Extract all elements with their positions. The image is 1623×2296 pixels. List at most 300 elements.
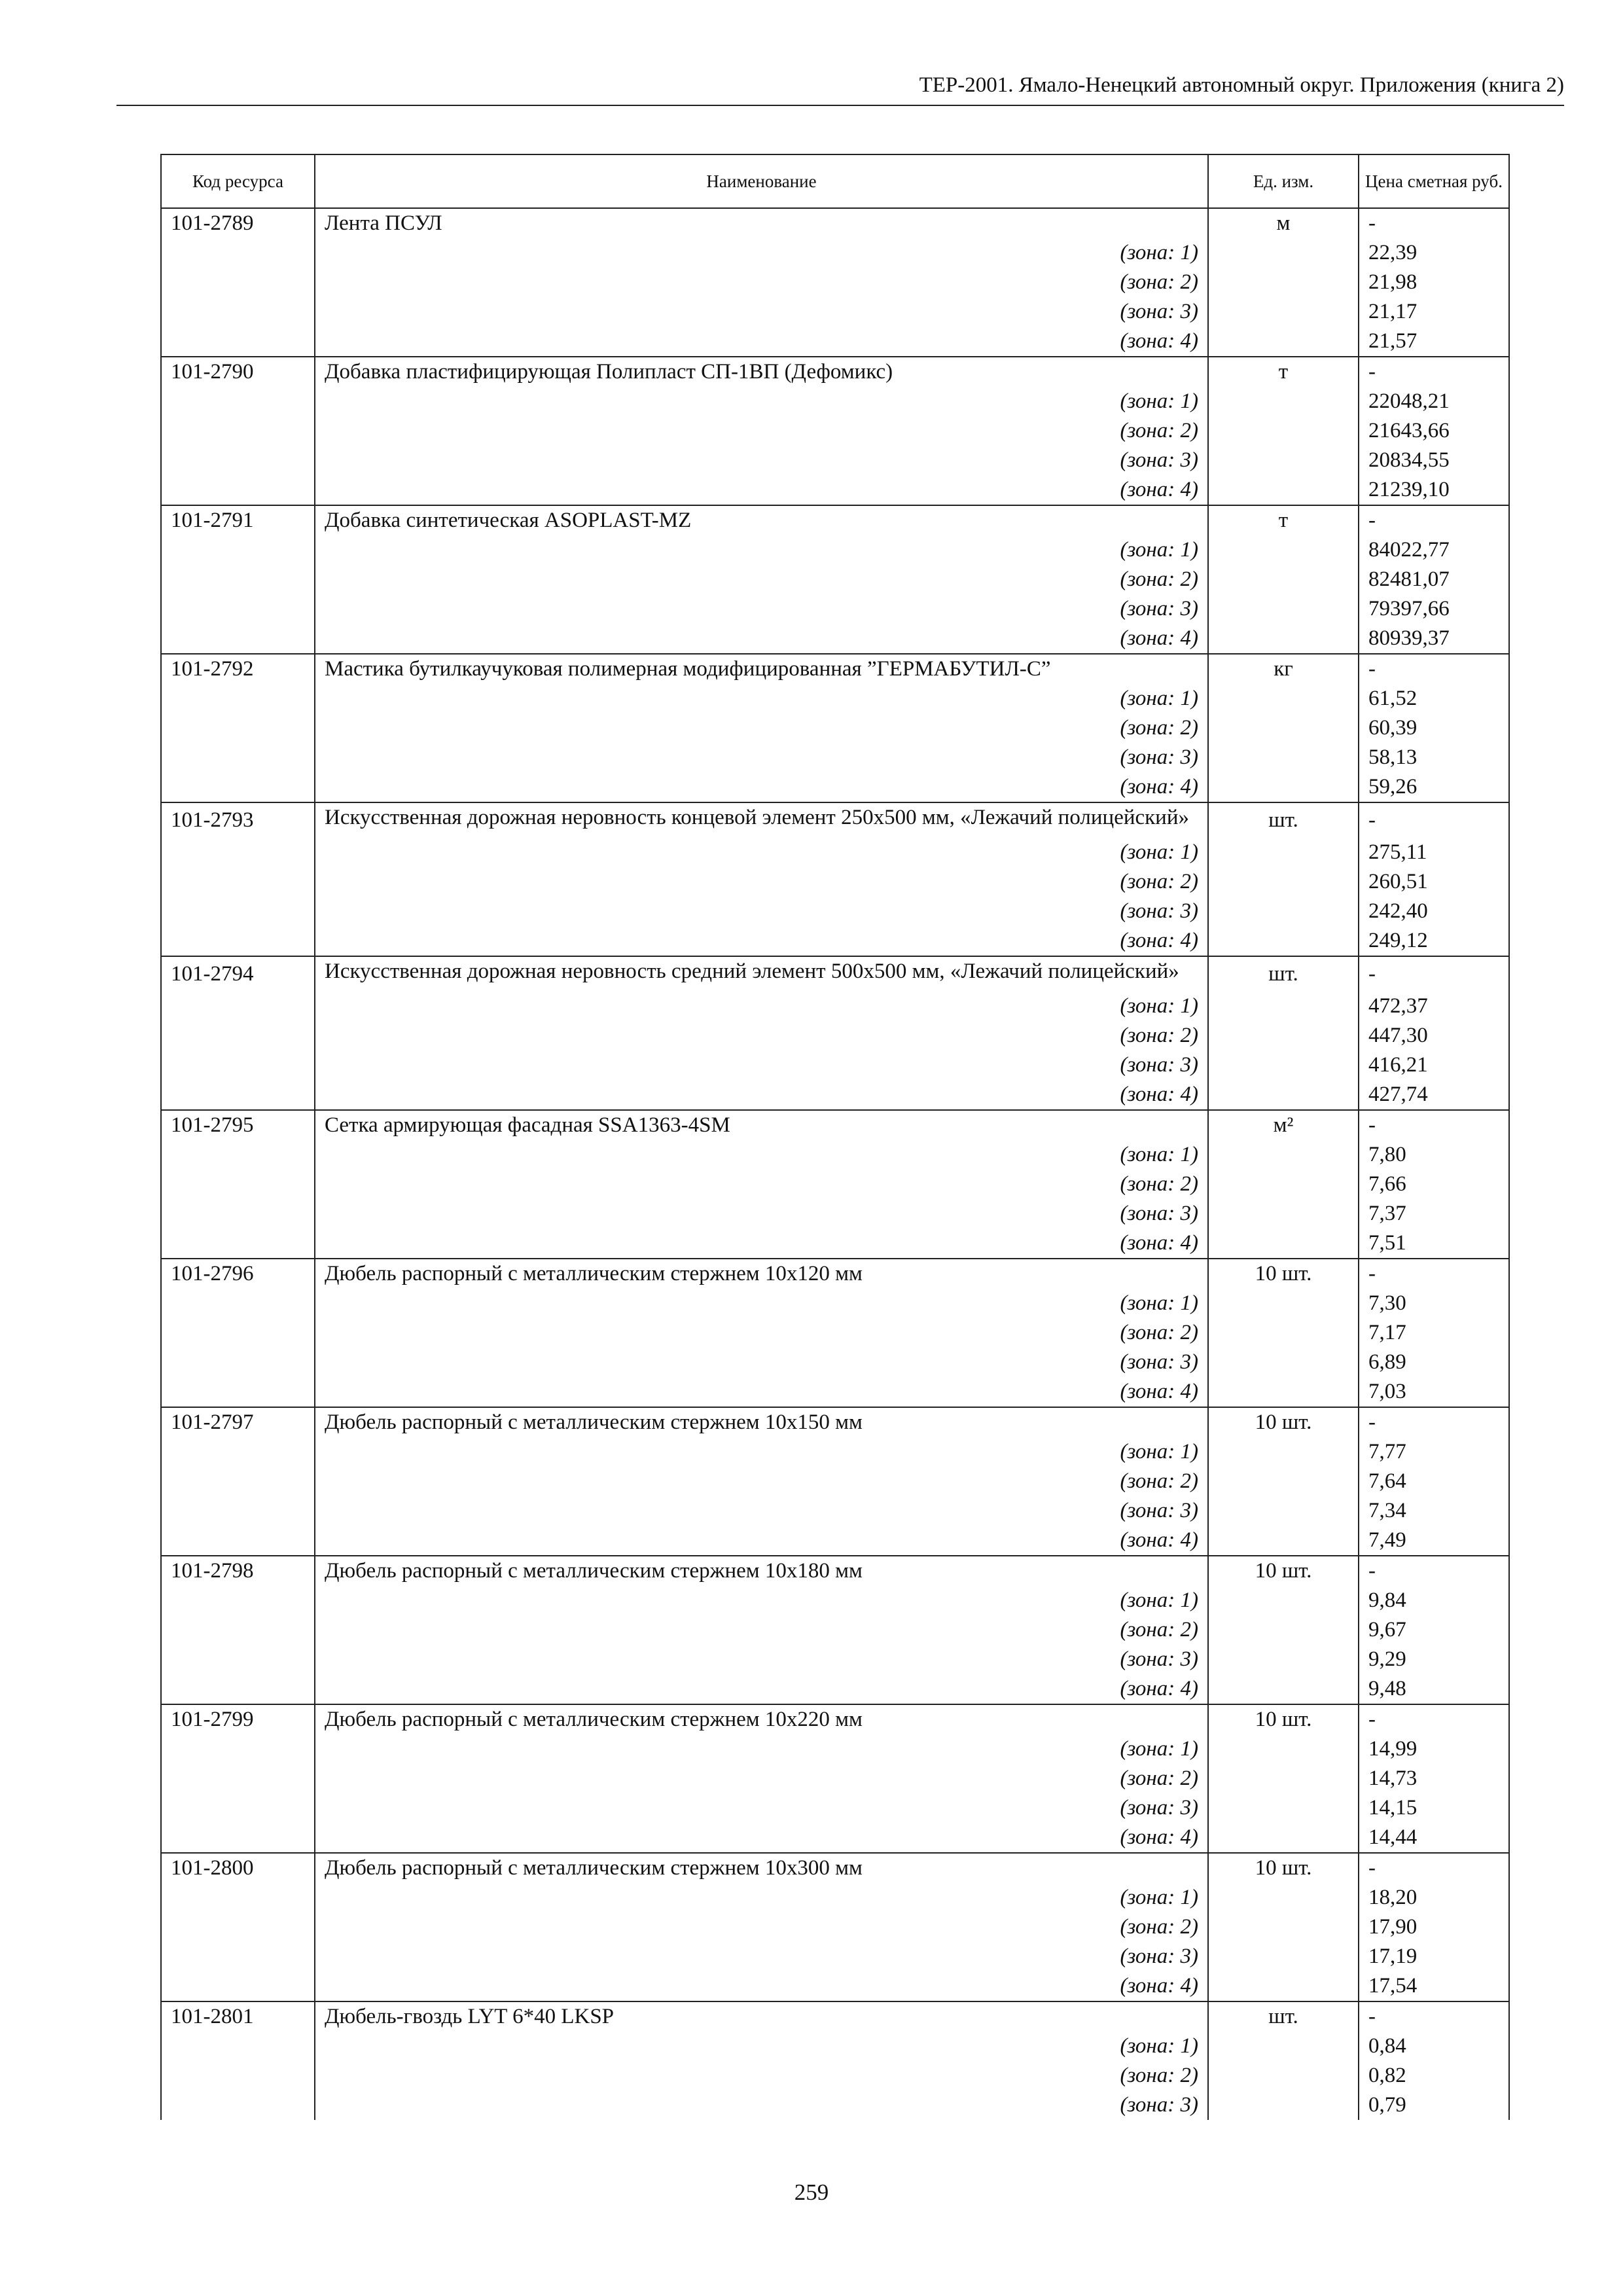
zone-label: (зона: 3) (315, 1942, 1208, 1971)
zone-price: 59,26 (1359, 772, 1509, 802)
zone-price: 416,21 (1359, 1050, 1509, 1080)
resource-name: Сетка армирующая фасадная SSA1363-4SM (315, 1110, 1208, 1140)
empty-cell (1208, 594, 1359, 624)
empty-cell (161, 535, 315, 565)
empty-cell (161, 1823, 315, 1853)
empty-cell (161, 416, 315, 446)
empty-cell (161, 867, 315, 897)
zone-price: 0,82 (1359, 2061, 1509, 2090)
empty-cell (1208, 1823, 1359, 1853)
empty-cell (1208, 1021, 1359, 1050)
zone-row (161, 2061, 1509, 2090)
resource-unit: шт. (1208, 802, 1359, 838)
zone-price: 79397,66 (1359, 594, 1509, 624)
zone-row (161, 1734, 1509, 1764)
zone-label: (зона: 1) (315, 1734, 1208, 1764)
empty-cell (161, 1140, 315, 1170)
empty-cell (161, 1318, 315, 1348)
empty-cell (1208, 1496, 1359, 1526)
empty-cell (1208, 1645, 1359, 1674)
empty-cell (1208, 743, 1359, 772)
zone-row (161, 1348, 1509, 1377)
zone-price: 21239,10 (1359, 475, 1509, 505)
zone-row (161, 1140, 1509, 1170)
empty-cell (161, 238, 315, 268)
resource-code: 101-2792 (161, 654, 315, 684)
resource-unit: кг (1208, 654, 1359, 684)
zone-label: (зона: 2) (315, 416, 1208, 446)
zone-price: 17,54 (1359, 1971, 1509, 2001)
empty-cell (1208, 1526, 1359, 1556)
zone-label: (зона: 1) (315, 1883, 1208, 1912)
zone-label: (зона: 2) (315, 1170, 1208, 1199)
zone-row (161, 565, 1509, 594)
zone-label: (зона: 2) (315, 867, 1208, 897)
zone-row (161, 416, 1509, 446)
table-row (161, 654, 1509, 684)
zone-price: 6,89 (1359, 1348, 1509, 1377)
zone-label: (зона: 1) (315, 387, 1208, 416)
empty-cell (161, 1496, 315, 1526)
zone-row (161, 1289, 1509, 1318)
resource-unit: м² (1208, 1110, 1359, 1140)
base-price: - (1359, 505, 1509, 535)
empty-cell (161, 446, 315, 475)
zone-price: 22048,21 (1359, 387, 1509, 416)
empty-cell (1208, 713, 1359, 743)
empty-cell (161, 1437, 315, 1467)
empty-cell (1208, 238, 1359, 268)
zone-label: (зона: 3) (315, 1050, 1208, 1080)
zone-row (161, 268, 1509, 297)
zone-row (161, 1170, 1509, 1199)
empty-cell (1208, 416, 1359, 446)
resource-name: Искусственная дорожная неровность концевой элемент 250х500 мм, «Лежачий полицейский» (315, 802, 1208, 838)
zone-price: 21643,66 (1359, 416, 1509, 446)
empty-cell (161, 1645, 315, 1674)
empty-cell (1208, 1140, 1359, 1170)
empty-cell (161, 1764, 315, 1793)
resource-name: Дюбель-гвоздь LYT 6*40 LKSP (315, 2001, 1208, 2032)
zone-label: (зона: 3) (315, 2090, 1208, 2120)
empty-cell (161, 1734, 315, 1764)
zone-price: 14,99 (1359, 1734, 1509, 1764)
empty-cell (161, 268, 315, 297)
empty-cell (161, 1170, 315, 1199)
header-rule (116, 105, 1564, 106)
empty-cell (1208, 1229, 1359, 1259)
zone-row (161, 327, 1509, 357)
empty-cell (1208, 624, 1359, 654)
empty-cell (161, 743, 315, 772)
resource-name: Дюбель распорный с металлическим стержнем 10х300 мм (315, 1853, 1208, 1883)
resource-name: Дюбель распорный с металлическим стержнем 10х150 мм (315, 1407, 1208, 1437)
zone-label: (зона: 4) (315, 1526, 1208, 1556)
zone-row (161, 992, 1509, 1021)
zone-row (161, 1823, 1509, 1853)
zone-label: (зона: 4) (315, 1080, 1208, 1110)
empty-cell (161, 1289, 315, 1318)
zone-label: (зона: 1) (315, 684, 1208, 713)
zone-price: 447,30 (1359, 1021, 1509, 1050)
zone-price: 427,74 (1359, 1080, 1509, 1110)
base-price: - (1359, 357, 1509, 387)
empty-cell (1208, 268, 1359, 297)
empty-cell (161, 838, 315, 867)
zone-price: 7,51 (1359, 1229, 1509, 1259)
table-body (161, 208, 1509, 2120)
zone-label: (зона: 4) (315, 1823, 1208, 1853)
empty-cell (1208, 297, 1359, 327)
zone-label: (зона: 2) (315, 268, 1208, 297)
zone-row (161, 1229, 1509, 1259)
empty-cell (1208, 1586, 1359, 1615)
base-price: - (1359, 1704, 1509, 1734)
zone-price: 0,84 (1359, 2032, 1509, 2061)
zone-row (161, 684, 1509, 713)
empty-cell (1208, 684, 1359, 713)
zone-label: (зона: 3) (315, 297, 1208, 327)
zone-label: (зона: 4) (315, 772, 1208, 802)
zone-label: (зона: 2) (315, 2061, 1208, 2090)
resource-code: 101-2791 (161, 505, 315, 535)
resource-code: 101-2796 (161, 1259, 315, 1289)
empty-cell (1208, 1793, 1359, 1823)
table-row (161, 1259, 1509, 1289)
empty-cell (161, 624, 315, 654)
zone-row (161, 1467, 1509, 1496)
base-price: - (1359, 1407, 1509, 1437)
empty-cell (1208, 535, 1359, 565)
zone-label: (зона: 1) (315, 992, 1208, 1021)
empty-cell (1208, 475, 1359, 505)
zone-label: (зона: 1) (315, 838, 1208, 867)
zone-label: (зона: 3) (315, 1793, 1208, 1823)
zone-label: (зона: 4) (315, 1377, 1208, 1407)
empty-cell (1208, 1883, 1359, 1912)
empty-cell (1208, 1050, 1359, 1080)
table-row (161, 1853, 1509, 1883)
resource-unit: т (1208, 357, 1359, 387)
empty-cell (161, 475, 315, 505)
resource-name: Лента ПСУЛ (315, 208, 1208, 238)
zone-label: (зона: 1) (315, 2032, 1208, 2061)
empty-cell (161, 1912, 315, 1942)
resource-name: Дюбель распорный с металлическим стержнем 10х120 мм (315, 1259, 1208, 1289)
zone-price: 275,11 (1359, 838, 1509, 867)
empty-cell (1208, 1377, 1359, 1407)
zone-row (161, 2090, 1509, 2120)
zone-price: 7,17 (1359, 1318, 1509, 1348)
zone-row (161, 713, 1509, 743)
page-number: 259 (794, 2179, 829, 2205)
zone-price: 21,17 (1359, 297, 1509, 327)
zone-row (161, 1764, 1509, 1793)
zone-label: (зона: 1) (315, 1289, 1208, 1318)
table-header-row (161, 154, 1509, 208)
zone-row (161, 535, 1509, 565)
resource-unit: 10 шт. (1208, 1704, 1359, 1734)
empty-cell (1208, 327, 1359, 357)
zone-row (161, 1674, 1509, 1704)
zone-price: 7,80 (1359, 1140, 1509, 1170)
zone-price: 22,39 (1359, 238, 1509, 268)
zone-row (161, 2032, 1509, 2061)
empty-cell (1208, 772, 1359, 802)
empty-cell (161, 1467, 315, 1496)
zone-price: 7,03 (1359, 1377, 1509, 1407)
empty-cell (1208, 1971, 1359, 2001)
base-price: - (1359, 654, 1509, 684)
zone-label: (зона: 3) (315, 594, 1208, 624)
resource-code: 101-2794 (161, 956, 315, 992)
resource-name: Дюбель распорный с металлическим стержнем 10х180 мм (315, 1556, 1208, 1586)
zone-price: 9,67 (1359, 1615, 1509, 1645)
resource-unit: 10 шт. (1208, 1259, 1359, 1289)
base-price: - (1359, 2001, 1509, 2032)
zone-price: 7,77 (1359, 1437, 1509, 1467)
base-price: - (1359, 1259, 1509, 1289)
resource-code: 101-2793 (161, 802, 315, 838)
zone-label: (зона: 4) (315, 1971, 1208, 2001)
empty-cell (161, 1674, 315, 1704)
zone-price: 9,84 (1359, 1586, 1509, 1615)
zone-label: (зона: 2) (315, 1021, 1208, 1050)
zone-row (161, 926, 1509, 956)
empty-cell (1208, 565, 1359, 594)
empty-cell (161, 1586, 315, 1615)
table-row (161, 357, 1509, 387)
zone-label: (зона: 2) (315, 1912, 1208, 1942)
empty-cell (1208, 1615, 1359, 1645)
zone-label: (зона: 3) (315, 446, 1208, 475)
empty-cell (161, 772, 315, 802)
empty-cell (161, 897, 315, 926)
empty-cell (161, 2090, 315, 2120)
zone-row (161, 1526, 1509, 1556)
empty-cell (1208, 1912, 1359, 1942)
empty-cell (161, 297, 315, 327)
empty-cell (161, 1971, 315, 2001)
resource-price-table (160, 154, 1510, 2120)
zone-row (161, 624, 1509, 654)
empty-cell (161, 992, 315, 1021)
empty-cell (1208, 867, 1359, 897)
zone-label: (зона: 3) (315, 1645, 1208, 1674)
table-row (161, 956, 1509, 992)
zone-label: (зона: 4) (315, 624, 1208, 654)
resource-name: Искусственная дорожная неровность средний элемент 500х500 мм, «Лежачий полицейский» (315, 956, 1208, 992)
zone-row (161, 1793, 1509, 1823)
empty-cell (1208, 926, 1359, 956)
zone-row (161, 1942, 1509, 1971)
empty-cell (1208, 897, 1359, 926)
zone-row (161, 1883, 1509, 1912)
empty-cell (161, 387, 315, 416)
column-header-price: Цена сметная руб. (1359, 154, 1509, 208)
resource-unit: шт. (1208, 956, 1359, 992)
zone-row (161, 1080, 1509, 1110)
empty-cell (1208, 446, 1359, 475)
zone-label: (зона: 4) (315, 475, 1208, 505)
resource-name: Дюбель распорный с металлическим стержнем 10х220 мм (315, 1704, 1208, 1734)
resource-unit: 10 шт. (1208, 1853, 1359, 1883)
zone-row (161, 387, 1509, 416)
empty-cell (1208, 1674, 1359, 1704)
zone-price: 249,12 (1359, 926, 1509, 956)
table-row (161, 802, 1509, 838)
column-header-unit: Ед. изм. (1208, 154, 1359, 208)
zone-label: (зона: 2) (315, 1764, 1208, 1793)
zone-label: (зона: 2) (315, 713, 1208, 743)
zone-price: 14,73 (1359, 1764, 1509, 1793)
empty-cell (161, 327, 315, 357)
zone-price: 242,40 (1359, 897, 1509, 926)
zone-row (161, 446, 1509, 475)
zone-label: (зона: 2) (315, 1615, 1208, 1645)
zone-label: (зона: 4) (315, 926, 1208, 956)
zone-price: 7,64 (1359, 1467, 1509, 1496)
zone-price: 61,52 (1359, 684, 1509, 713)
zone-row (161, 867, 1509, 897)
zone-price: 7,34 (1359, 1496, 1509, 1526)
zone-label: (зона: 4) (315, 1674, 1208, 1704)
base-price: - (1359, 208, 1509, 238)
table-row (161, 1556, 1509, 1586)
zone-price: 472,37 (1359, 992, 1509, 1021)
empty-cell (161, 1526, 315, 1556)
resource-name: Добавка синтетическая ASOPLAST-MZ (315, 505, 1208, 535)
empty-cell (1208, 2032, 1359, 2061)
empty-cell (1208, 1318, 1359, 1348)
empty-cell (1208, 2090, 1359, 2120)
empty-cell (161, 1615, 315, 1645)
zone-price: 260,51 (1359, 867, 1509, 897)
empty-cell (1208, 1942, 1359, 1971)
column-header-name: Наименование (315, 154, 1208, 208)
resource-code: 101-2801 (161, 2001, 315, 2032)
empty-cell (1208, 1170, 1359, 1199)
empty-cell (161, 1942, 315, 1971)
zone-row (161, 1050, 1509, 1080)
empty-cell (161, 1021, 315, 1050)
resource-code: 101-2798 (161, 1556, 315, 1586)
empty-cell (1208, 387, 1359, 416)
empty-cell (161, 2032, 315, 2061)
empty-cell (1208, 838, 1359, 867)
empty-cell (1208, 992, 1359, 1021)
table-row (161, 1704, 1509, 1734)
zone-label: (зона: 3) (315, 897, 1208, 926)
zone-price: 9,48 (1359, 1674, 1509, 1704)
zone-price: 82481,07 (1359, 565, 1509, 594)
zone-label: (зона: 1) (315, 1437, 1208, 1467)
zone-label: (зона: 1) (315, 535, 1208, 565)
zone-row (161, 297, 1509, 327)
base-price: - (1359, 956, 1509, 992)
zone-price: 60,39 (1359, 713, 1509, 743)
empty-cell (161, 684, 315, 713)
zone-price: 80939,37 (1359, 624, 1509, 654)
empty-cell (161, 713, 315, 743)
zone-price: 0,79 (1359, 2090, 1509, 2120)
empty-cell (1208, 1080, 1359, 1110)
empty-cell (161, 926, 315, 956)
zone-row (161, 1318, 1509, 1348)
zone-label: (зона: 2) (315, 1467, 1208, 1496)
zone-row (161, 594, 1509, 624)
resource-unit: т (1208, 505, 1359, 535)
empty-cell (161, 1348, 315, 1377)
zone-row (161, 1199, 1509, 1229)
zone-price: 58,13 (1359, 743, 1509, 772)
zone-price: 20834,55 (1359, 446, 1509, 475)
zone-label: (зона: 2) (315, 1318, 1208, 1348)
empty-cell (1208, 2061, 1359, 2090)
base-price: - (1359, 1556, 1509, 1586)
zone-label: (зона: 4) (315, 1229, 1208, 1259)
zone-row (161, 897, 1509, 926)
zone-row (161, 1437, 1509, 1467)
zone-price: 7,66 (1359, 1170, 1509, 1199)
zone-label: (зона: 3) (315, 743, 1208, 772)
base-price: - (1359, 1110, 1509, 1140)
empty-cell (1208, 1348, 1359, 1377)
resource-name: Добавка пластифицирующая Полипласт СП-1ВП (Дефомикс) (315, 357, 1208, 387)
empty-cell (161, 565, 315, 594)
zone-row (161, 1586, 1509, 1615)
zone-price: 21,57 (1359, 327, 1509, 357)
zone-label: (зона: 2) (315, 565, 1208, 594)
empty-cell (161, 594, 315, 624)
base-price: - (1359, 802, 1509, 838)
zone-price: 9,29 (1359, 1645, 1509, 1674)
zone-row (161, 1645, 1509, 1674)
zone-price: 7,30 (1359, 1289, 1509, 1318)
zone-price: 17,19 (1359, 1942, 1509, 1971)
resource-code: 101-2800 (161, 1853, 315, 1883)
zone-label: (зона: 1) (315, 238, 1208, 268)
resource-code: 101-2797 (161, 1407, 315, 1437)
zone-row (161, 475, 1509, 505)
resource-code: 101-2799 (161, 1704, 315, 1734)
resource-name: Мастика бутилкаучуковая полимерная модифицированная ”ГЕРМАБУТИЛ-С” (315, 654, 1208, 684)
table-row (161, 208, 1509, 238)
zone-label: (зона: 3) (315, 1496, 1208, 1526)
empty-cell (1208, 1734, 1359, 1764)
resource-unit: шт. (1208, 2001, 1359, 2032)
zone-price: 14,44 (1359, 1823, 1509, 1853)
zone-price: 7,37 (1359, 1199, 1509, 1229)
empty-cell (1208, 1289, 1359, 1318)
empty-cell (161, 1199, 315, 1229)
table-row (161, 2001, 1509, 2032)
running-header: ТЕР-2001. Ямало-Ненецкий автономный округ. Приложения (книга 2) (919, 73, 1564, 97)
table-row (161, 1407, 1509, 1437)
empty-cell (1208, 1199, 1359, 1229)
empty-cell (161, 1883, 315, 1912)
zone-label: (зона: 4) (315, 327, 1208, 357)
empty-cell (161, 1050, 315, 1080)
empty-cell (1208, 1437, 1359, 1467)
zone-label: (зона: 1) (315, 1140, 1208, 1170)
resource-unit: 10 шт. (1208, 1407, 1359, 1437)
table-row (161, 1110, 1509, 1140)
resource-code: 101-2795 (161, 1110, 315, 1140)
empty-cell (161, 1229, 315, 1259)
zone-price: 14,15 (1359, 1793, 1509, 1823)
zone-price: 7,49 (1359, 1526, 1509, 1556)
